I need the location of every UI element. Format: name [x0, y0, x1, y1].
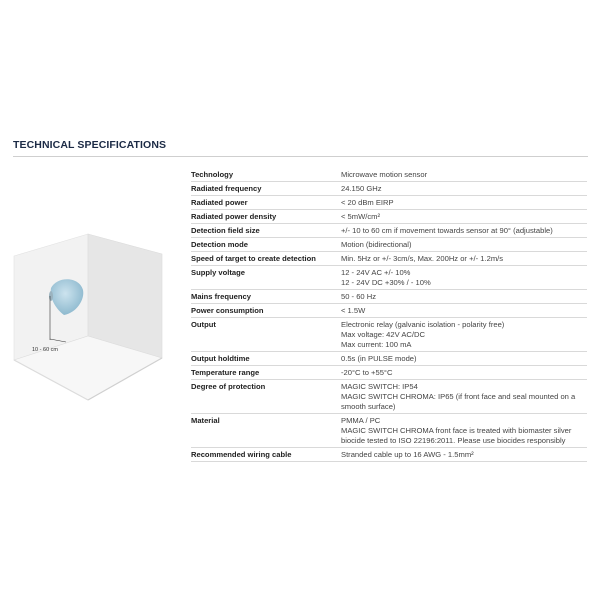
spec-label: Material — [191, 414, 341, 448]
spec-value — [341, 168, 587, 182]
spec-value-line: MAGIC SWITCH CHROMA: IP65 (if front face and seal mounted on a — [341, 391, 576, 401]
spec-label: Radiated power density — [191, 210, 341, 224]
spec-value-line: MAGIC SWITCH CHROMA front face is treated with biomaster silver — [341, 425, 572, 435]
spec-value — [341, 210, 587, 224]
spec-value — [341, 380, 587, 414]
spec-row — [191, 366, 587, 380]
spec-value — [341, 266, 587, 290]
spec-label: Degree of protection — [191, 380, 341, 414]
spec-value-line: 12 - 24V AC +/- 10% — [341, 267, 411, 277]
spec-label: Output — [191, 318, 341, 352]
spec-value-line: Electronic relay (galvanic isolation - polarity free) — [341, 319, 505, 329]
spec-row — [191, 290, 587, 304]
spec-value-line: Max voltage: 42V AC/DC — [341, 329, 425, 339]
spec-value-line: Microwave motion sensor — [341, 169, 428, 179]
spec-value-line: Max current: 100 mA — [341, 339, 412, 349]
spec-value-line: Motion (bidirectional) — [341, 239, 412, 249]
spec-label: Radiated power — [191, 196, 341, 210]
spec-label: Technology — [191, 168, 341, 182]
spec-value — [341, 352, 587, 366]
spec-value-line: 24.150 GHz — [341, 183, 382, 193]
section-heading: TECHNICAL SPECIFICATIONS — [13, 139, 167, 151]
spec-value — [341, 196, 587, 210]
spec-row — [191, 318, 587, 352]
spec-row — [191, 238, 587, 252]
spec-label: Power consumption — [191, 304, 341, 318]
spec-value-line: 12 - 24V DC +30% / - 10% — [341, 277, 431, 287]
spec-value — [341, 318, 587, 352]
spec-row — [191, 414, 587, 448]
spec-value — [341, 448, 587, 462]
spec-label: Supply voltage — [191, 266, 341, 290]
spec-label: Temperature range — [191, 366, 341, 380]
spec-value-line: biocide tested to ISO 22196:2011. Please use biocides responsibly — [341, 435, 566, 445]
spec-row — [191, 224, 587, 238]
distance-label: 10 - 60 cm — [32, 347, 58, 353]
spec-value — [341, 304, 587, 318]
spec-table — [191, 168, 587, 462]
spec-row — [191, 448, 587, 462]
spec-value-line: < 5mW/cm² — [341, 211, 381, 221]
spec-row — [191, 266, 587, 290]
spec-row — [191, 304, 587, 318]
spec-label: Radiated frequency — [191, 182, 341, 196]
spec-value — [341, 414, 587, 448]
spec-value-line: < 1.5W — [341, 305, 366, 315]
spec-value-line: -20°C to +55°C — [341, 367, 393, 377]
spec-label: Detection field size — [191, 224, 341, 238]
detection-room-illustration — [0, 228, 180, 408]
spec-value — [341, 290, 587, 304]
spec-value-line: PMMA / PC — [341, 415, 381, 425]
spec-label: Output holdtime — [191, 352, 341, 366]
spec-value — [341, 238, 587, 252]
spec-row — [191, 380, 587, 414]
spec-row — [191, 168, 587, 182]
spec-row — [191, 352, 587, 366]
spec-value-line: +/- 10 to 60 cm if movement towards sensor at 90° (adjustable) — [341, 225, 553, 235]
spec-value-line: Min. 5Hz or +/- 3cm/s, Max. 200Hz or +/- 1.2m/s — [341, 253, 504, 263]
spec-row — [191, 252, 587, 266]
spec-value-line: < 20 dBm EIRP — [341, 197, 394, 207]
spec-label: Speed of target to create detection — [191, 252, 341, 266]
spec-value — [341, 252, 587, 266]
spec-value — [341, 224, 587, 238]
spec-label: Detection mode — [191, 238, 341, 252]
spec-row — [191, 210, 587, 224]
spec-value — [341, 366, 587, 380]
spec-label: Recommended wiring cable — [191, 448, 341, 462]
spec-value-line: MAGIC SWITCH: IP54 — [341, 381, 418, 391]
heading-divider — [13, 156, 588, 157]
spec-value-line: Stranded cable up to 16 AWG - 1.5mm² — [341, 449, 474, 459]
spec-row — [191, 182, 587, 196]
spec-label: Mains frequency — [191, 290, 341, 304]
spec-row — [191, 196, 587, 210]
spec-value-line: 0.5s (in PULSE mode) — [341, 353, 417, 363]
spec-value-line: 50 - 60 Hz — [341, 291, 377, 301]
sensor-device — [49, 291, 53, 301]
spec-value-line: smooth surface) — [341, 401, 396, 411]
spec-value — [341, 182, 587, 196]
